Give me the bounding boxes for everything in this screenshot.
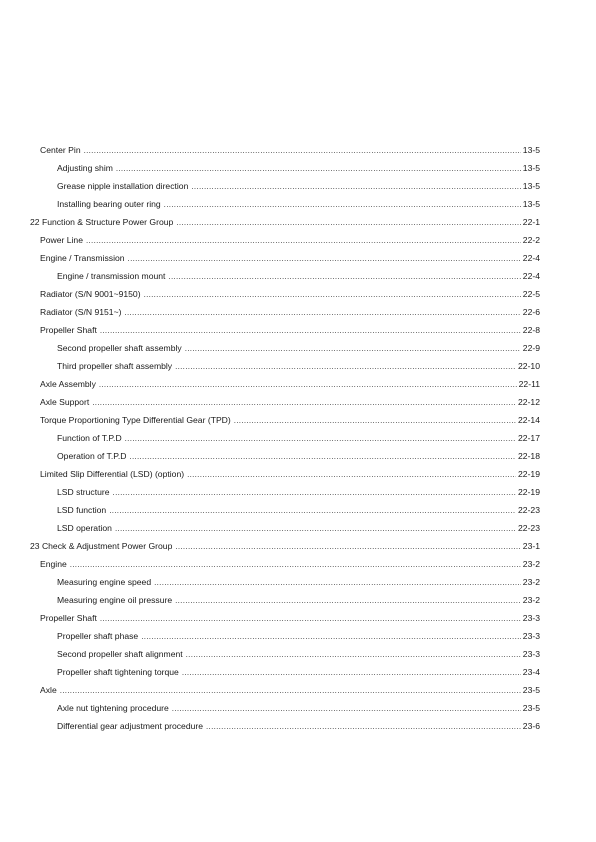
dot-leader (154, 577, 521, 588)
toc-entry-title: 22 Function & Structure Power Group (30, 217, 174, 227)
dot-leader (128, 253, 521, 264)
toc-entry[interactable] (30, 498, 540, 516)
toc-entry[interactable] (30, 138, 540, 156)
toc-entry-title: Propeller Shaft (40, 325, 97, 335)
toc-entry[interactable] (30, 282, 540, 300)
toc-entry-title: Axle Assembly (40, 379, 96, 389)
toc-entry[interactable] (30, 696, 540, 714)
toc-entry-page: 22-11 (518, 379, 540, 389)
dot-leader (113, 487, 516, 498)
toc-entry-title: Engine / transmission mount (57, 271, 166, 281)
dot-leader (176, 217, 520, 228)
dot-leader (186, 649, 521, 660)
toc-entry[interactable] (30, 444, 540, 462)
toc-entry[interactable] (30, 228, 540, 246)
dot-leader (172, 703, 521, 714)
dot-leader (164, 199, 521, 210)
toc-entry-title: Adjusting shim (57, 163, 113, 173)
toc-entry-page: 22-23 (518, 523, 540, 533)
toc-entry[interactable] (30, 336, 540, 354)
toc-entry[interactable] (30, 264, 540, 282)
toc-entry-page: 23-1 (522, 541, 540, 551)
dot-leader (175, 361, 516, 372)
toc-entry[interactable] (30, 372, 540, 390)
dot-leader (125, 433, 516, 444)
dot-leader (185, 343, 521, 354)
toc-entry-page: 22-5 (522, 289, 540, 299)
toc-entry-title: Radiator (S/N 9151~) (40, 307, 122, 317)
dot-leader (116, 163, 521, 174)
toc-entry-title: Grease nipple installation direction (57, 181, 189, 191)
toc-entry[interactable] (30, 570, 540, 588)
toc-entry-page: 13-5 (522, 199, 540, 209)
toc-entry[interactable] (30, 426, 540, 444)
toc-entry-page: 22-9 (522, 343, 540, 353)
dot-leader (86, 235, 521, 246)
toc-entry-page: 22-1 (522, 217, 540, 227)
toc-entry-title: Second propeller shaft alignment (57, 649, 183, 659)
toc-entry-page: 22-6 (522, 307, 540, 317)
toc-entry-title: Power Line (40, 235, 83, 245)
toc-entry-page: 23-6 (522, 721, 540, 731)
toc-entry-page: 23-2 (522, 559, 540, 569)
toc-entry-title: Axle nut tightening procedure (57, 703, 169, 713)
dot-leader (100, 613, 521, 624)
toc-entry-page: 22-4 (522, 271, 540, 281)
toc-entry[interactable] (30, 210, 540, 228)
toc-entry-page: 22-17 (518, 433, 540, 443)
toc-entry-page: 13-5 (522, 163, 540, 173)
toc-entry-title: Propeller Shaft (40, 613, 97, 623)
toc-entry-title: Operation of T.P.D (57, 451, 127, 461)
toc-entry-page: 23-5 (522, 703, 540, 713)
toc-entry-title: Measuring engine speed (57, 577, 152, 587)
toc-entry[interactable] (30, 714, 540, 732)
toc-entry[interactable] (30, 480, 540, 498)
toc-entry[interactable] (30, 552, 540, 570)
toc-entry-page: 23-4 (522, 667, 540, 677)
toc-entry-title: Differential gear adjustment procedure (57, 721, 204, 731)
dot-leader (182, 667, 521, 678)
toc-entry-page: 23-3 (522, 631, 540, 641)
toc-entry-title: Measuring engine oil pressure (57, 595, 173, 605)
toc-entry-title: Radiator (S/N 9001~9150) (40, 289, 141, 299)
toc-entry-title: Second propeller shaft assembly (57, 343, 182, 353)
toc-entry-page: 13-5 (522, 181, 540, 191)
toc-entry-title: Third propeller shaft assembly (57, 361, 173, 371)
dot-leader (99, 379, 517, 390)
toc-entry-title: Center Pin (40, 145, 81, 155)
toc-entry-page: 22-10 (518, 361, 540, 371)
toc-entry[interactable] (30, 588, 540, 606)
toc-entry-title: Engine / Transmission (40, 253, 125, 263)
toc-entry-page: 13-5 (522, 145, 540, 155)
toc-entry[interactable] (30, 642, 540, 660)
dot-leader (206, 721, 521, 732)
toc-entry-page: 22-19 (518, 469, 540, 479)
dot-leader (100, 325, 521, 336)
toc-entry-page: 22-19 (518, 487, 540, 497)
dot-leader (115, 523, 516, 534)
toc-entry[interactable] (30, 660, 540, 678)
table-of-contents (30, 138, 540, 732)
toc-entry[interactable] (30, 624, 540, 642)
dot-leader (187, 469, 516, 480)
toc-entry-page: 22-23 (518, 505, 540, 515)
toc-entry-page: 23-5 (522, 685, 540, 695)
toc-entry-title: LSD structure (57, 487, 110, 497)
toc-entry[interactable] (30, 606, 540, 624)
dot-leader (92, 397, 516, 408)
dot-leader (175, 541, 520, 552)
dot-leader (141, 631, 521, 642)
toc-entry[interactable] (30, 678, 540, 696)
dot-leader (129, 451, 516, 462)
toc-entry-page: 23-3 (522, 649, 540, 659)
toc-entry-title: Propeller shaft tightening torque (57, 667, 179, 677)
toc-entry-title: Torque Proportioning Type Differential Gear (TPD) (40, 415, 231, 425)
dot-leader (168, 271, 520, 282)
toc-entry-page: 23-2 (522, 577, 540, 587)
dot-leader (175, 595, 521, 606)
toc-entry-title: LSD function (57, 505, 107, 515)
toc-entry-title: LSD operation (57, 523, 112, 533)
toc-entry[interactable] (30, 462, 540, 480)
toc-entry-page: 23-3 (522, 613, 540, 623)
toc-entry[interactable] (30, 390, 540, 408)
toc-entry[interactable] (30, 354, 540, 372)
toc-entry-title: Axle Support (40, 397, 90, 407)
toc-entry-title: Function of T.P.D (57, 433, 122, 443)
toc-entry-page: 22-2 (522, 235, 540, 245)
toc-entry[interactable] (30, 516, 540, 534)
toc-entry[interactable] (30, 156, 540, 174)
dot-leader (234, 415, 516, 426)
dot-leader (84, 145, 521, 156)
toc-entry-page: 22-4 (522, 253, 540, 263)
toc-entry-title: Axle (40, 685, 57, 695)
toc-entry-page: 22-8 (522, 325, 540, 335)
toc-entry[interactable] (30, 174, 540, 192)
dot-leader (144, 289, 521, 300)
toc-entry[interactable] (30, 246, 540, 264)
toc-entry-title: Propeller shaft phase (57, 631, 139, 641)
dot-leader (70, 559, 521, 570)
toc-entry[interactable] (30, 192, 540, 210)
toc-entry-title: Limited Slip Differential (LSD) (option) (40, 469, 185, 479)
dot-leader (60, 685, 521, 696)
toc-entry[interactable] (30, 534, 540, 552)
toc-entry-page: 22-18 (518, 451, 540, 461)
toc-entry-title: 23 Check & Adjustment Power Group (30, 541, 173, 551)
toc-entry-title: Installing bearing outer ring (57, 199, 161, 209)
toc-entry[interactable] (30, 408, 540, 426)
dot-leader (124, 307, 520, 318)
dot-leader (109, 505, 516, 516)
toc-entry-title: Engine (40, 559, 67, 569)
toc-entry[interactable] (30, 300, 540, 318)
toc-entry-page: 22-14 (518, 415, 540, 425)
toc-entry[interactable] (30, 318, 540, 336)
dot-leader (191, 181, 520, 192)
toc-entry-page: 23-2 (522, 595, 540, 605)
toc-entry-page: 22-12 (518, 397, 540, 407)
